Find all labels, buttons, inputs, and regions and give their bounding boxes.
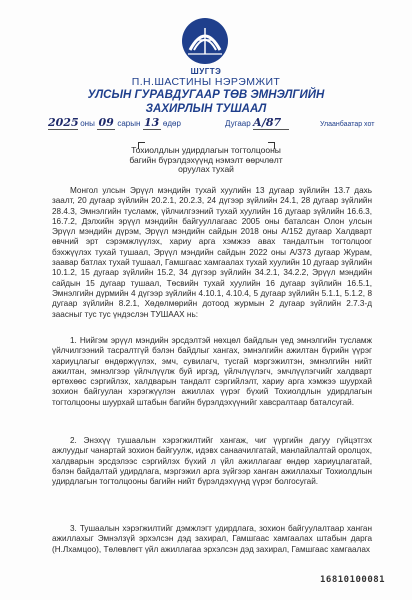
order-number-label: Дугаар [225,119,251,128]
subject-line-2: багийн бүрэлдэхүүнд нэмэлт өөрчлөлт [129,154,283,165]
order-subject [110,146,302,175]
order-item-1 [52,336,372,408]
preamble-paragraph: Монгол улсын Эрүүл мэндийн тухай хуулийн 13 дугаар зүйлийн 13.7 дахь заалт, 20 дугаар зүйлийн 20.2.1, 20.2.3, 24 дүгээр зүйлийн 24.1, 28 дугаар зүйлийн 28.4.3, Эмнэлгийн тусламж, үйлчилгээний тухай хуулийн 16 дугаар зүйлийн 16.6.3, 16.7.2, Дэлхийн эрүүл мэндийн байгууллагаас 2005 оны баталсан Олон улсын Эрүүл мэндийн дүрэм, Эрүүл мэндийн сайдын 2018 оны А/152 дугаар Халдварт өвчний эрт сэрэмжлүүлэх, хариу арга хэмжээ авах тандалтын тогтолцоог бэхжүүлэх тухай тушаал, Эрүүл мэндийн сайдын 2022 оны А/373 дугаар Журам, заавар батлах тухай тушаал, Гамшгаас хамгаалах тухай хуулийн 10 дугаар зүйлийн 10.1.2, 15 дугаар зүйлийн 15.2, 34 дүгээр зүйлийн 34.2.1, 34.2.2, Эрүүл мэндийн сайдын 15 дугаар тушаал, Төсвийн тухай хуулийн 16 дугаар зүйлийн 16.5.1, Эмнэлгийн дүрмийн 4 дүгээр зүйлийн 4.10.1, 4.10.4, 5 дугаар зүйлийн 5.1.1, 5.1.2, 8 дугаар зүйлийн 8.2.1, Хөдөлмөрийн дотоод журмын 2 дугаар зүйлийн 2.7.3-д заасныг тус тус үндэслэн ТУШААХ нь: [52,186,372,319]
date-month: 09 [98,116,114,129]
order-number-value: А/87 [253,116,289,130]
order-item-text: 2. Энэхүү тушаалын хэрэгжилтийг хангаж, чиг үүргийн дагуу гүйцэтгэх ажлуудыг чанартай зохион байгуулж, идэвх санаачилгатай, манлайлалтай оролцох, халдварын эрсдэлээс сэргийлэх бүхий л үйл ажиллагааг өндөр хариуцлагатай, бэлэн байдалтай удирдлага, мэргэжил арга зүйгээр ханган ажиллахыг Тохиолдлын удирдлагын тогтолцооны багийн нийт бүрэлдэхүүнд үүрэг болгосугай. [52,436,372,487]
issue-place: Улаанбаатар хот [320,121,375,128]
document-barcode-number: 16810100081 [320,575,386,585]
logo-label: ШУГТЭ [190,67,222,76]
order-number [225,116,289,132]
date-month-suffix: сарын [117,119,141,128]
document-type-title: ЗАХИРЛЫН ТУШААЛ [145,103,267,115]
subject-line-1: Тохиолдлын удирдлагын тогтолцооны [131,145,281,155]
date-year: 2025 [48,116,79,129]
subject-line-3: оруулах тухай [178,164,234,174]
org-line-2: УЛСЫН ГУРАВДУГААР ТӨВ ЭМНЭЛГИЙН [87,89,325,101]
date-day: 13 [143,116,160,129]
date-day-suffix: өдөр [162,119,181,128]
order-item-text: 1. Нийгэм эрүүл мэндийн эрсдэлтэй нөхцөл байдлын үед эмнэлгийн тусламж үйлчилгээний тасралтгүй бэлэн байдлыг хангах, эмнэлгийн ажилтан бүрийн үүрэг хариуцлагыг өндөржүүлэх, эмч, сувилагч, тусгай мэргэжилтэн, эмнэлгийн нийт ажилтан, эмнэлгээр үйлчлүүлж буй иргэд, үйлчлүүлэгч, эмчлүүлэгчийг халдварт өртөхөөс сэргийлэх, халдварын тандалт сэргийлэлт, хариу арга хэмжээ шуурхай зохион байгуулан хэрэгжүүлэн ажиллах үүрэг бүхий Тохиолдлын удирдлагын тогтолцооны шуурхай штабын багийн бүрэлдэхүүнийг хавсралтаар баталсугай. [52,336,372,407]
org-line-1: П.Н.ШАСТИНЫ НЭРЭМЖИТ [131,76,281,88]
order-item-3 [52,524,372,555]
order-date [48,116,181,132]
hospital-logo-icon [180,16,230,66]
order-item-text: 3. Тушаалын хэрэгжилтийг дэмжлэгт удирдлага, зохион байгуулалтаар ханган ажиллахыг Эмнэлзүй эрхэлсэн дэд захирал, Гамшгаас хамгаалах штабын дарга (Н.Лхамцоо), Төлөвлөгт үйл ажиллагаа эрхэлсэн дэд захирал, Гамшгаас хамгаалах [52,524,372,554]
date-year-suffix: оны [80,119,95,128]
order-item-2 [52,436,372,487]
